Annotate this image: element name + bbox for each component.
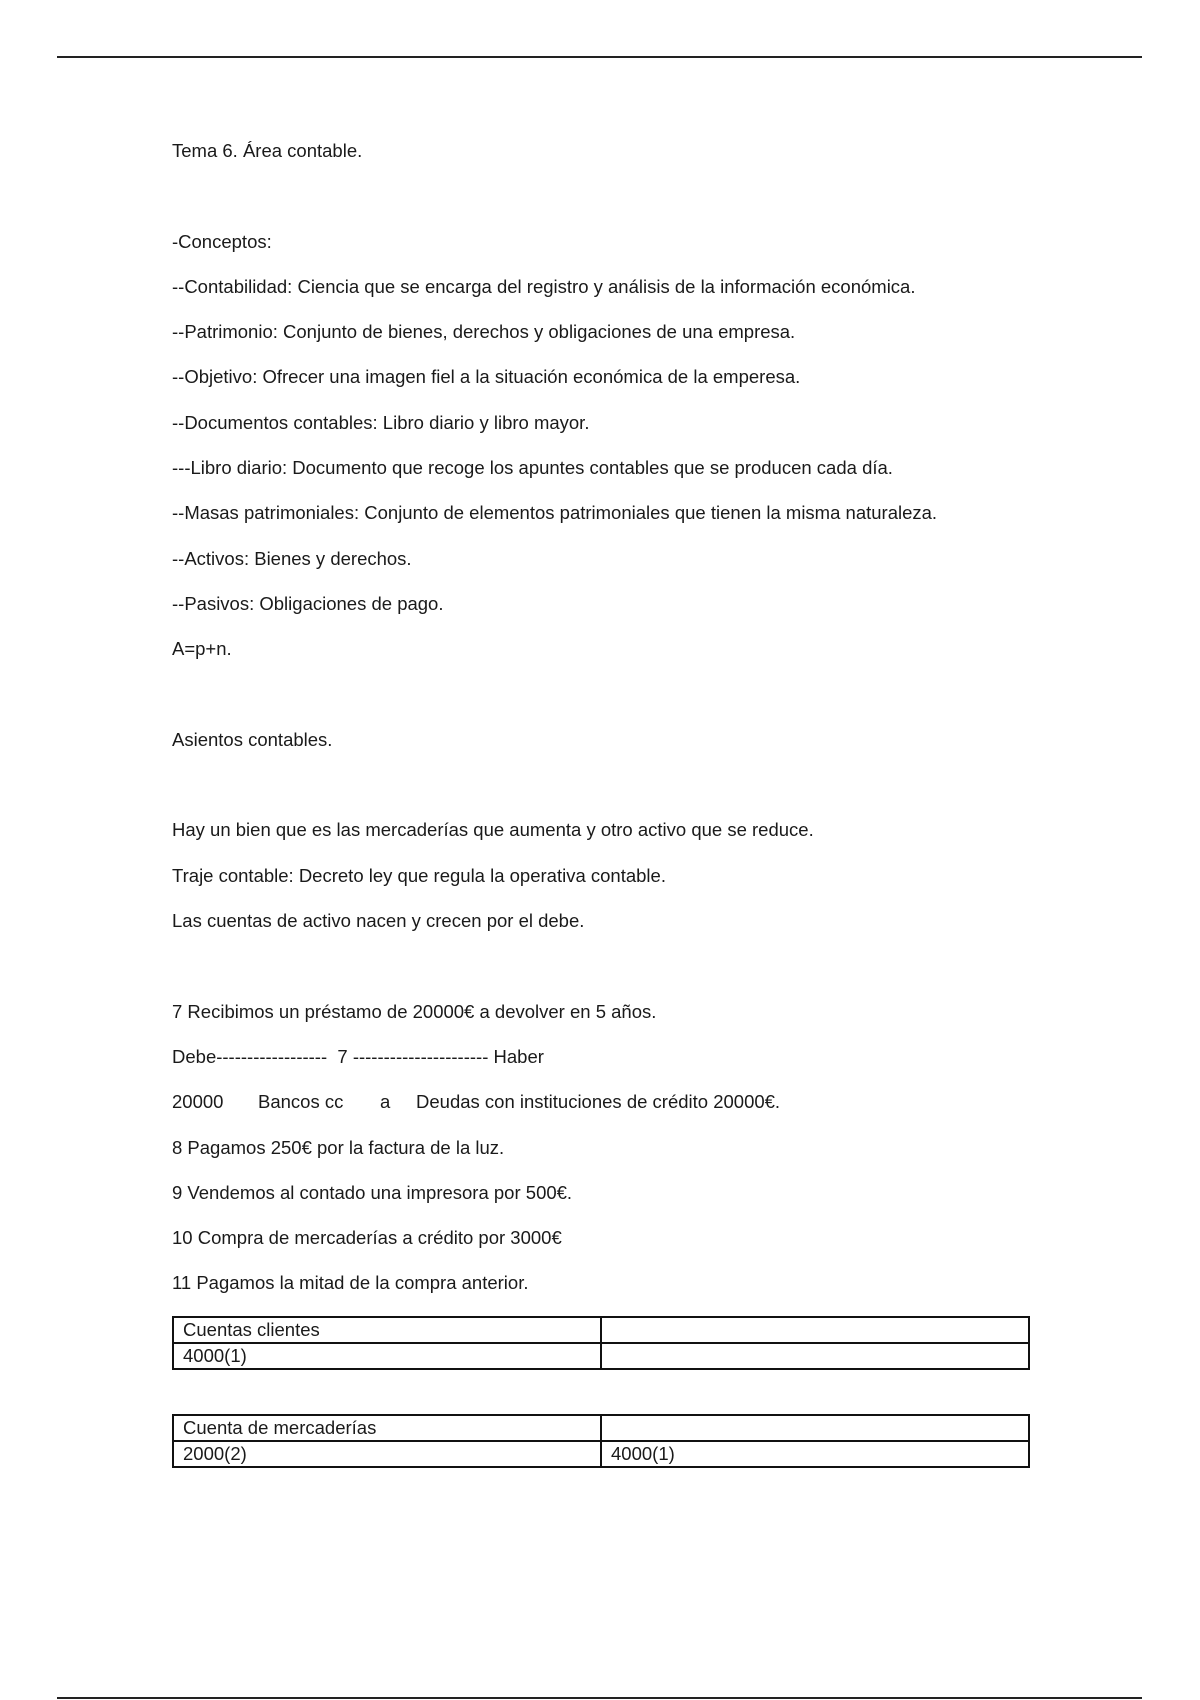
asientos-note: Hay un bien que es las mercaderías que aumenta y otro activo que se reduce.: [172, 819, 814, 841]
equation-line: A=p+n.: [172, 638, 232, 660]
ledger-title-row: [173, 1317, 1029, 1343]
asientos-note: Traje contable: Decreto ley que regula la operativa contable.: [172, 864, 666, 886]
document-title: Tema 6. Área contable.: [172, 140, 363, 161]
ledger-title: Cuentas clientes: [173, 1317, 601, 1343]
concept-line: --Activos: Bienes y derechos.: [172, 547, 412, 569]
ledger-title: Cuenta de mercaderías: [173, 1415, 601, 1441]
operation-line: 9 Vendemos al contado una impresora por 500€.: [172, 1181, 573, 1203]
document-body: [172, 138, 1052, 1468]
concept-line: --Masas patrimoniales: Conjunto de elementos patrimoniales que tienen la misma naturaleza.: [172, 502, 938, 524]
ledger-table: [172, 1414, 1030, 1468]
concepts-heading: -Conceptos:: [172, 230, 272, 252]
ledger-debit: 4000(1): [173, 1343, 601, 1369]
ledger-entry-row: [173, 1441, 1029, 1467]
ledger-title-right: [601, 1317, 1029, 1343]
blank-line: [172, 953, 1052, 998]
footer-rule: [57, 1697, 1142, 1699]
operation-line: 11 Pagamos la mitad de la compra anterior.: [172, 1272, 529, 1294]
ledger-debit: 2000(2): [173, 1441, 601, 1467]
ledger-entry-row: [173, 1343, 1029, 1369]
entry-7-description: 7 Recibimos un préstamo de 20000€ a devolver en 5 años.: [172, 1000, 657, 1022]
entry-7-debit-account: Bancos cc: [258, 1091, 344, 1113]
operation-line: 8 Pagamos 250€ por la factura de la luz.: [172, 1136, 505, 1158]
concept-line: --Pasivos: Obligaciones de pago.: [172, 592, 444, 614]
entry-7-row: [172, 1089, 1052, 1115]
blank-line: [172, 682, 1052, 727]
concept-line: --Contabilidad: Ciencia que se encarga del registro y análisis de la información económica.: [172, 275, 916, 297]
header-rule: [57, 56, 1142, 58]
entry-7-connector: a: [380, 1091, 391, 1113]
ledger-credit: 4000(1): [601, 1441, 1029, 1467]
concept-line: --Patrimonio: Conjunto de bienes, derechos y obligaciones de una empresa.: [172, 321, 796, 343]
ledger-credit: [601, 1343, 1029, 1369]
blank-line: [172, 183, 1052, 228]
ledger-clientes: [172, 1316, 1052, 1370]
ledger-title-right: [601, 1415, 1029, 1441]
blank-line: [172, 772, 1052, 817]
asientos-note: Las cuentas de activo nacen y crecen por el debe.: [172, 910, 585, 932]
concept-line: --Objetivo: Ofrecer una imagen fiel a la situación económica de la emperesa.: [172, 366, 801, 388]
ledger-table: [172, 1316, 1030, 1370]
entry-7-credit-text: Deudas con instituciones de crédito 20000€.: [416, 1091, 781, 1113]
operation-line: 10 Compra de mercaderías a crédito por 3000€: [172, 1227, 562, 1249]
asientos-heading: Asientos contables.: [172, 728, 333, 750]
ledger-mercaderias: [172, 1414, 1052, 1468]
ledger-title-row: [173, 1415, 1029, 1441]
concept-line: ---Libro diario: Documento que recoge los apuntes contables que se producen cada día.: [172, 457, 893, 479]
entry-7-amount: 20000: [172, 1091, 224, 1113]
entry-7-header: Debe------------------ 7 ---------------------- Haber: [172, 1045, 544, 1067]
concept-line: --Documentos contables: Libro diario y libro mayor.: [172, 411, 590, 433]
